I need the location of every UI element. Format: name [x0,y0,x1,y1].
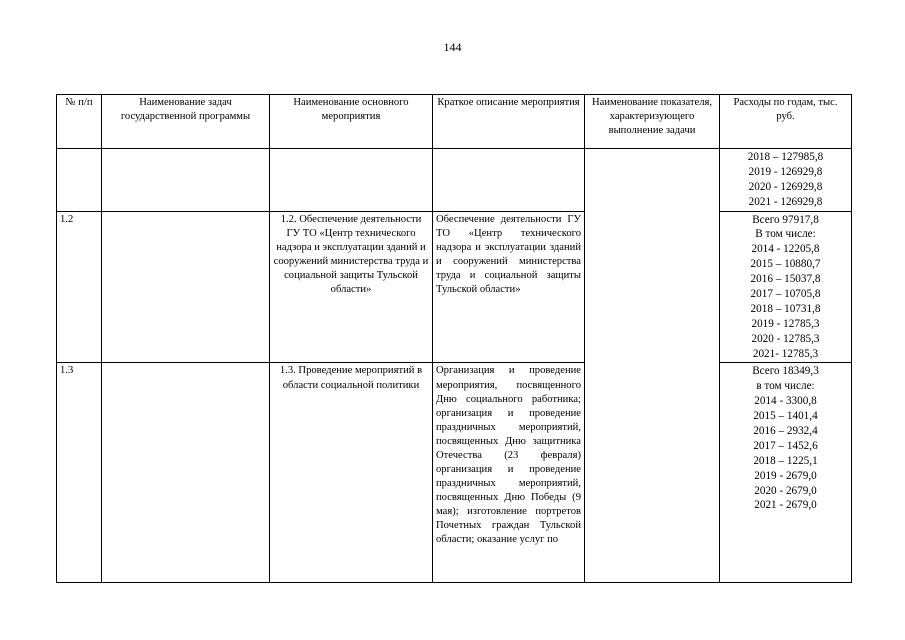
expense-line: 2016 – 2932,4 [753,425,818,438]
indicator-cell [585,363,720,583]
expense-line: 2018 – 127985,8 [747,151,824,163]
expenses-cell [720,149,852,212]
event-cell: 1.3. Проведение мероприятий в области социальной политики [270,363,433,583]
table-row [57,149,852,212]
task-cell [102,363,270,583]
expense-line: 2019 - 2679,0 [754,469,817,482]
expense-line: 2017 – 1452,6 [753,439,818,452]
expense-line: 2021 - 2679,0 [754,499,817,512]
description-cell: Организация и проведение мероприятия, посвященного Дню социального работника; организация и проведение праздничных мероприятий, посвященных Дню защитника Отечества (23 февраля) организация и проведение праздничных мероприятий, посвященных Дню Победы (9 мая); изготовление портретов Почетных граждан Тульской области; оказание услуг по [433,363,585,583]
expense-line: 2018 – 10731,8 [750,302,821,315]
table-header-row [57,95,852,149]
task-cell [102,149,270,212]
expense-line: 2020 - 126929,8 [748,180,823,193]
expense-line: 2021 - 126929,8 [748,195,823,208]
table-row [57,363,852,583]
expense-line: 2014 - 3300,8 [754,395,817,408]
expense-line: в том числе: [756,380,815,393]
event-cell [270,149,433,212]
expense-line: 2019 - 126929,8 [748,165,823,178]
page-number: 144 [443,40,462,54]
expense-line: 2017 – 10705,8 [750,288,821,301]
expenses-cell [720,363,852,583]
header-indicator: Наименование показателя, характеризующего выполнение задачи [585,95,720,149]
expense-line: 2016 – 15037,8 [750,273,821,286]
row-number [57,149,102,212]
description-cell [433,149,585,212]
table-row [57,211,852,363]
expense-line: 2020 - 2679,0 [754,484,817,497]
description-cell: Обеспечение деятельности ГУ ТО «Центр технического надзора и эксплуатации зданий и сооружений министерства труда и социальной защиты Тульской области» [433,211,585,363]
expense-line: 2018 – 1225,1 [753,454,818,467]
row-number: 1.3 [57,363,102,583]
header-event: Наименование основного мероприятия [270,95,433,149]
expense-line: 2014 - 12205,8 [751,243,820,256]
expense-line: 2020 - 12785,3 [751,332,820,345]
header-task: Наименование задач государственной программы [102,95,270,149]
indicator-cell [585,149,720,212]
header-expenses: Расходы по годам, тыс. руб. [720,95,852,149]
expense-line: В том числе: [755,228,816,241]
task-cell [102,211,270,363]
expense-line: Всего 97917,8 [752,213,819,226]
row-number: 1.2 [57,211,102,363]
event-cell: 1.2. Обеспечение деятельности ГУ ТО «Центр технического надзора и эксплуатации зданий и сооружений министерства труда и социальной защиты Тульской области» [270,211,433,363]
expenses-cell [720,211,852,363]
header-num: № п/п [57,95,102,149]
expense-line: 2019 - 12785,3 [751,317,820,330]
indicator-cell [585,211,720,363]
expense-line: Всего 18349,3 [752,365,819,378]
expense-line: 2015 – 1401,4 [753,410,818,423]
expense-line: 2021- 12785,3 [752,347,819,360]
header-description: Краткое описание мероприятия [433,95,585,149]
program-table [56,94,852,583]
expense-line: 2015 – 10880,7 [750,258,821,271]
